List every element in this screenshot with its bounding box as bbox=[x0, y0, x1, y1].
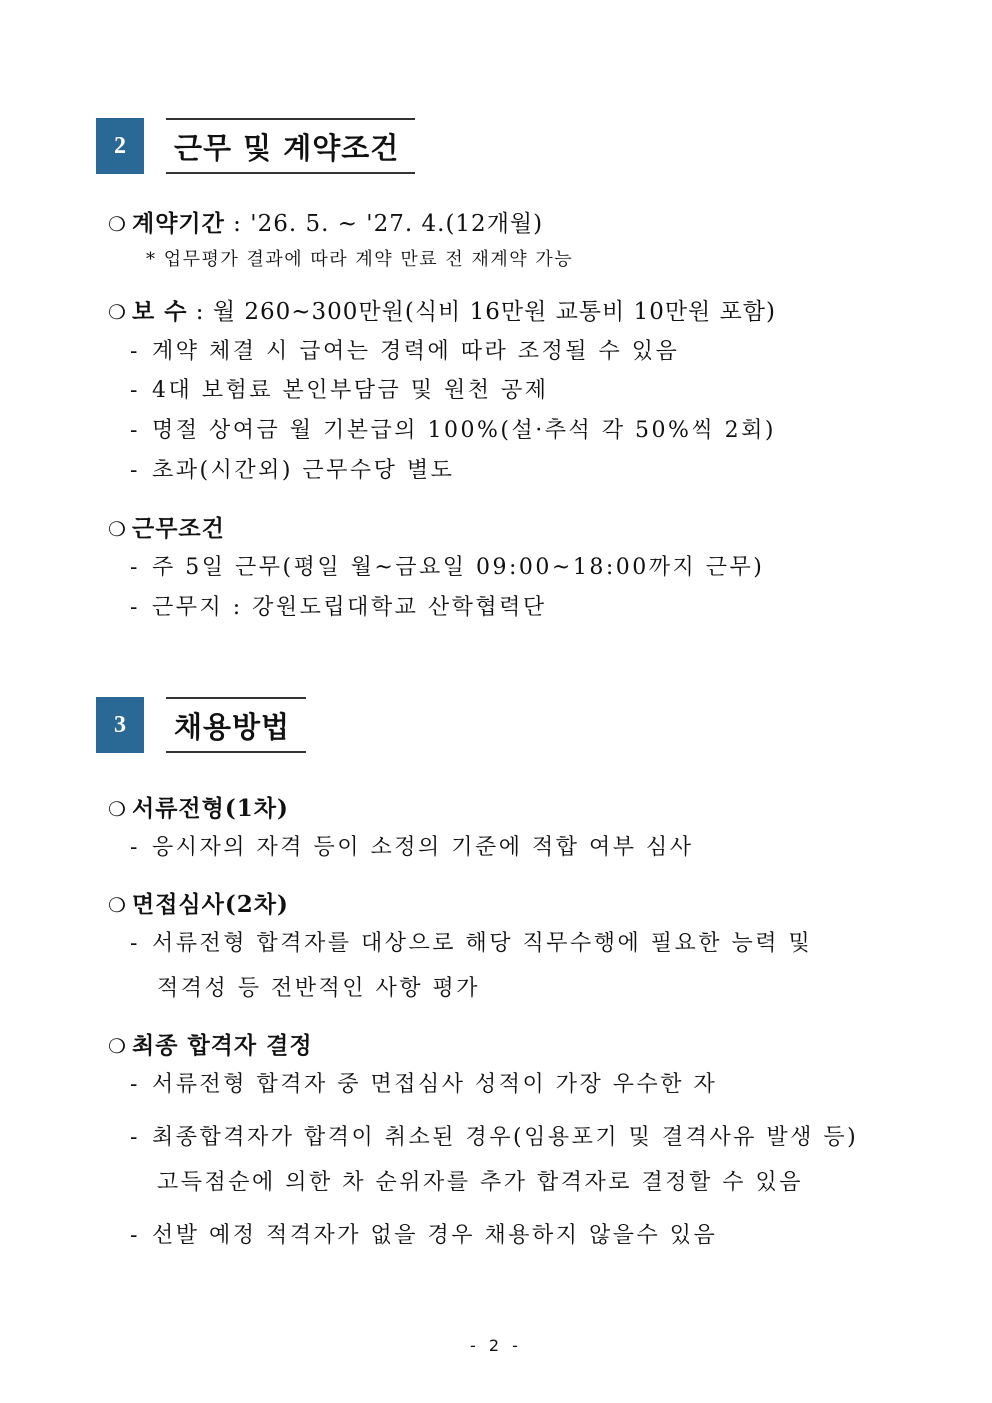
section-2-header bbox=[96, 118, 415, 174]
section-title: 근무 및 계약조건 bbox=[166, 118, 415, 174]
list-item-continuation: 적격성 등 전반적인 사항 평가 bbox=[157, 976, 480, 1001]
list-item: - 서류전형 합격자를 대상으로 해당 직무수행에 필요한 능력 및 bbox=[130, 931, 813, 956]
list-item: - 서류전형 합격자 중 면접심사 성적이 가장 우수한 자 bbox=[130, 1072, 718, 1097]
section-number: 2 bbox=[96, 118, 144, 174]
work-condition-line bbox=[108, 510, 225, 543]
circle-bullet-icon: ❍ bbox=[108, 300, 127, 324]
section-number: 3 bbox=[96, 697, 144, 753]
pay-label: 보 수 bbox=[132, 298, 188, 325]
pay-line bbox=[108, 293, 776, 326]
list-item-continuation: 고득점순에 의한 차 순위자를 추가 합격자로 결정할 수 있음 bbox=[157, 1170, 803, 1195]
list-item: - 계약 체결 시 급여는 경력에 따라 조정될 수 있음 bbox=[130, 339, 680, 364]
circle-bullet-icon: ❍ bbox=[108, 212, 127, 236]
list-item: - 최종합격자가 합격이 취소된 경우(임용포기 및 결격사유 발생 등) bbox=[130, 1125, 859, 1150]
page-number: - 2 - bbox=[470, 1336, 522, 1355]
final-decision-label: 최종 합격자 결정 bbox=[132, 1032, 313, 1059]
list-item: - 주 5일 근무(평일 월~금요일 09:00~18:00까지 근무) bbox=[130, 555, 765, 580]
contract-period-line bbox=[108, 205, 543, 238]
circle-bullet-icon: ❍ bbox=[108, 797, 127, 821]
document-screening-label: 서류전형(1차) bbox=[132, 795, 289, 822]
document-screening-line bbox=[108, 790, 289, 823]
contract-period-label: 계약기간 bbox=[132, 210, 225, 237]
interview-line bbox=[108, 886, 289, 919]
section-3-header bbox=[96, 697, 306, 753]
final-decision-line bbox=[108, 1027, 313, 1060]
circle-bullet-icon: ❍ bbox=[108, 1034, 127, 1058]
circle-bullet-icon: ❍ bbox=[108, 517, 127, 541]
list-item: - 명절 상여금 월 기본급의 100%(설·추석 각 50%씩 2회) bbox=[130, 418, 776, 443]
contract-note: * 업무평가 결과에 따라 계약 만료 전 재계약 가능 bbox=[146, 249, 574, 270]
list-item: - 근무지 : 강원도립대학교 산학협력단 bbox=[130, 595, 547, 620]
list-item: - 초과(시간외) 근무수당 별도 bbox=[130, 458, 455, 483]
pay-value: : 월 260~300만원(식비 16만원 교통비 10만원 포함) bbox=[187, 299, 776, 325]
list-item: - 선발 예정 적격자가 없을 경우 채용하지 않을수 있음 bbox=[130, 1223, 718, 1248]
list-item: - 응시자의 자격 등이 소정의 기준에 적합 여부 심사 bbox=[130, 835, 694, 860]
work-condition-label: 근무조건 bbox=[132, 515, 225, 542]
section-title: 채용방법 bbox=[166, 697, 306, 753]
interview-label: 면접심사(2차) bbox=[132, 891, 289, 918]
contract-period-value: : '26. 5. ~ '27. 4.(12개월) bbox=[224, 211, 544, 237]
list-item: - 4대 보험료 본인부담금 및 원천 공제 bbox=[130, 378, 549, 403]
circle-bullet-icon: ❍ bbox=[108, 893, 127, 917]
